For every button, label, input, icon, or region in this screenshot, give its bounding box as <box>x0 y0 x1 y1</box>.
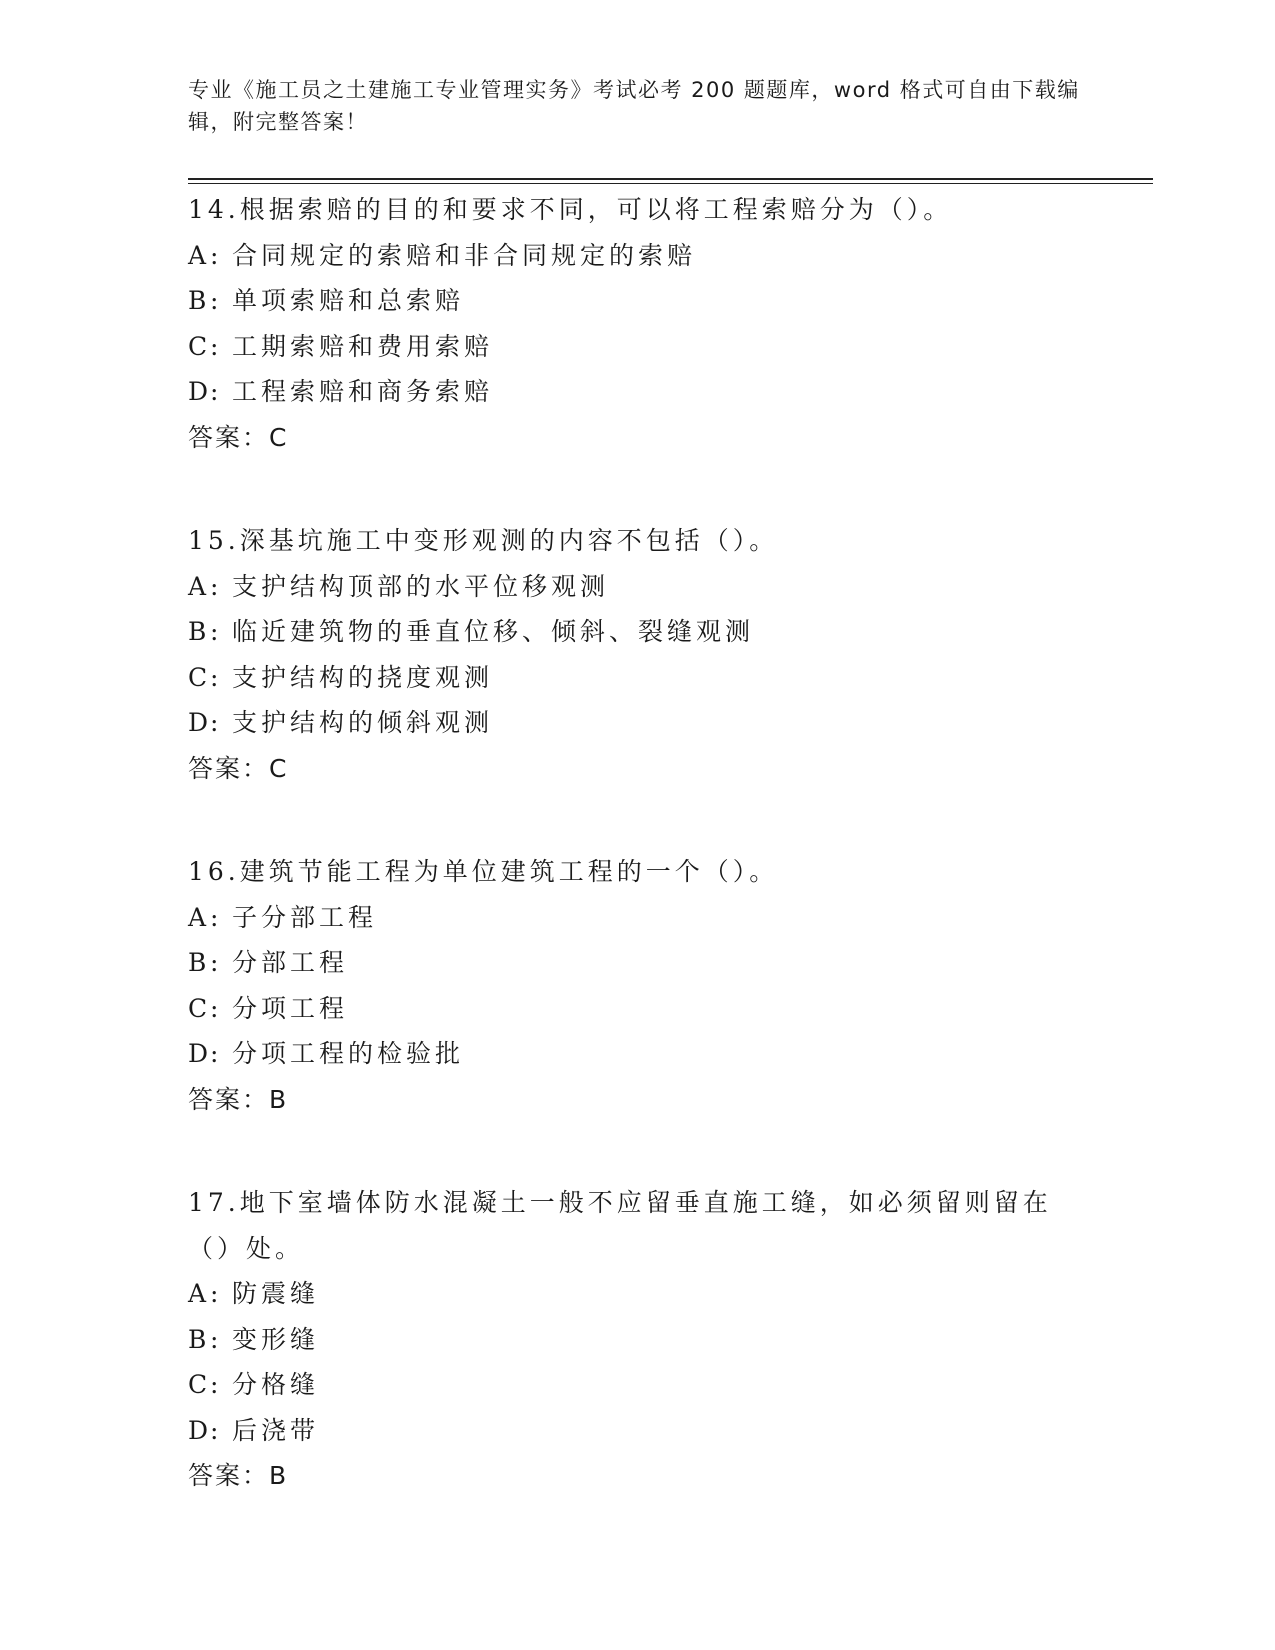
option-text: 临近建筑物的垂直位移、倾斜、裂缝观测 <box>232 617 755 646</box>
option-b: B : 临近建筑物的垂直位移、倾斜、裂缝观测 <box>188 609 1088 655</box>
option-letter: C <box>188 1370 208 1399</box>
option-b: B : 分部工程 <box>188 940 1088 986</box>
option-a: A : 防震缝 <box>188 1271 1088 1317</box>
option-c: C : 分格缝 <box>188 1362 1088 1408</box>
option-text: 防震缝 <box>232 1279 320 1308</box>
option-text: 分部工程 <box>232 948 349 977</box>
option-letter: D <box>188 708 209 737</box>
option-letter: C <box>188 331 208 361</box>
document-header: 专业《施工员之土建施工专业管理实务》考试必考 200 题题库，word 格式可自由下载编辑，附完整答案！ <box>188 78 1080 134</box>
option-letter: D <box>188 377 209 406</box>
header-divider-thick <box>188 178 1153 180</box>
option-d: D: 支护结构的倾斜观测 <box>188 700 1088 746</box>
option-letter: A <box>188 902 207 932</box>
question-block <box>188 187 1088 460</box>
option-text: 变形缝 <box>232 1324 320 1354</box>
option-text: 支护结构的倾斜观测 <box>232 708 494 737</box>
option-letter: D <box>188 1039 209 1068</box>
question-stem: 15.深基坑施工中变形观测的内容不包括（）。 <box>188 526 779 555</box>
answer-line: 答案：C <box>188 422 289 452</box>
option-b: B : 变形缝 <box>188 1317 1088 1363</box>
answer-line: 答案：B <box>188 1084 289 1114</box>
option-text: 分格缝 <box>232 1370 320 1399</box>
option-a: A : 支护结构顶部的水平位移观测 <box>188 564 1088 610</box>
option-letter: C <box>188 662 208 692</box>
header-divider-thin <box>188 183 1153 184</box>
question-stem: 17.地下室墙体防水混凝土一般不应留垂直施工缝，如必须留则留在（）处。 <box>188 1188 1052 1263</box>
option-a: A : 子分部工程 <box>188 895 1088 941</box>
option-letter: B <box>188 1324 207 1354</box>
option-text: 工期索赔和费用索赔 <box>232 331 494 361</box>
option-letter: B <box>188 617 207 646</box>
answer-line: 答案：C <box>188 753 289 783</box>
option-letter: B <box>188 948 207 977</box>
option-c: C : 分项工程 <box>188 986 1088 1032</box>
option-text: 支护结构的挠度观测 <box>232 662 494 692</box>
option-d: D: 后浇带 <box>188 1408 1088 1454</box>
option-d: D: 分项工程的检验批 <box>188 1031 1088 1077</box>
option-c: C : 工期索赔和费用索赔 <box>188 324 1088 370</box>
option-text: 分项工程的检验批 <box>232 1039 465 1068</box>
question-list <box>188 187 1088 1557</box>
option-text: 分项工程 <box>232 993 349 1023</box>
answer-line: 答案：B <box>188 1461 289 1490</box>
option-letter: B <box>188 286 207 315</box>
option-text: 子分部工程 <box>232 902 378 932</box>
option-b: B : 单项索赔和总索赔 <box>188 278 1088 324</box>
question-block <box>188 518 1088 791</box>
option-a: A : 合同规定的索赔和非合同规定的索赔 <box>188 233 1088 279</box>
option-text: 单项索赔和总索赔 <box>232 286 465 315</box>
option-letter: A <box>188 571 207 601</box>
question-block <box>188 1180 1088 1499</box>
option-letter: A <box>188 1279 207 1308</box>
option-letter: C <box>188 993 208 1023</box>
question-stem: 14.根据索赔的目的和要求不同，可以将工程索赔分为（）。 <box>188 195 953 224</box>
option-text: 工程索赔和商务索赔 <box>232 377 494 406</box>
option-d: D: 工程索赔和商务索赔 <box>188 369 1088 415</box>
option-text: 后浇带 <box>232 1415 320 1445</box>
question-block <box>188 849 1088 1122</box>
option-letter: D <box>188 1415 209 1445</box>
option-letter: A <box>188 240 207 270</box>
option-text: 支护结构顶部的水平位移观测 <box>232 571 610 601</box>
option-c: C : 支护结构的挠度观测 <box>188 655 1088 701</box>
question-stem: 16.建筑节能工程为单位建筑工程的一个（）。 <box>188 857 779 886</box>
option-text: 合同规定的索赔和非合同规定的索赔 <box>232 240 697 270</box>
